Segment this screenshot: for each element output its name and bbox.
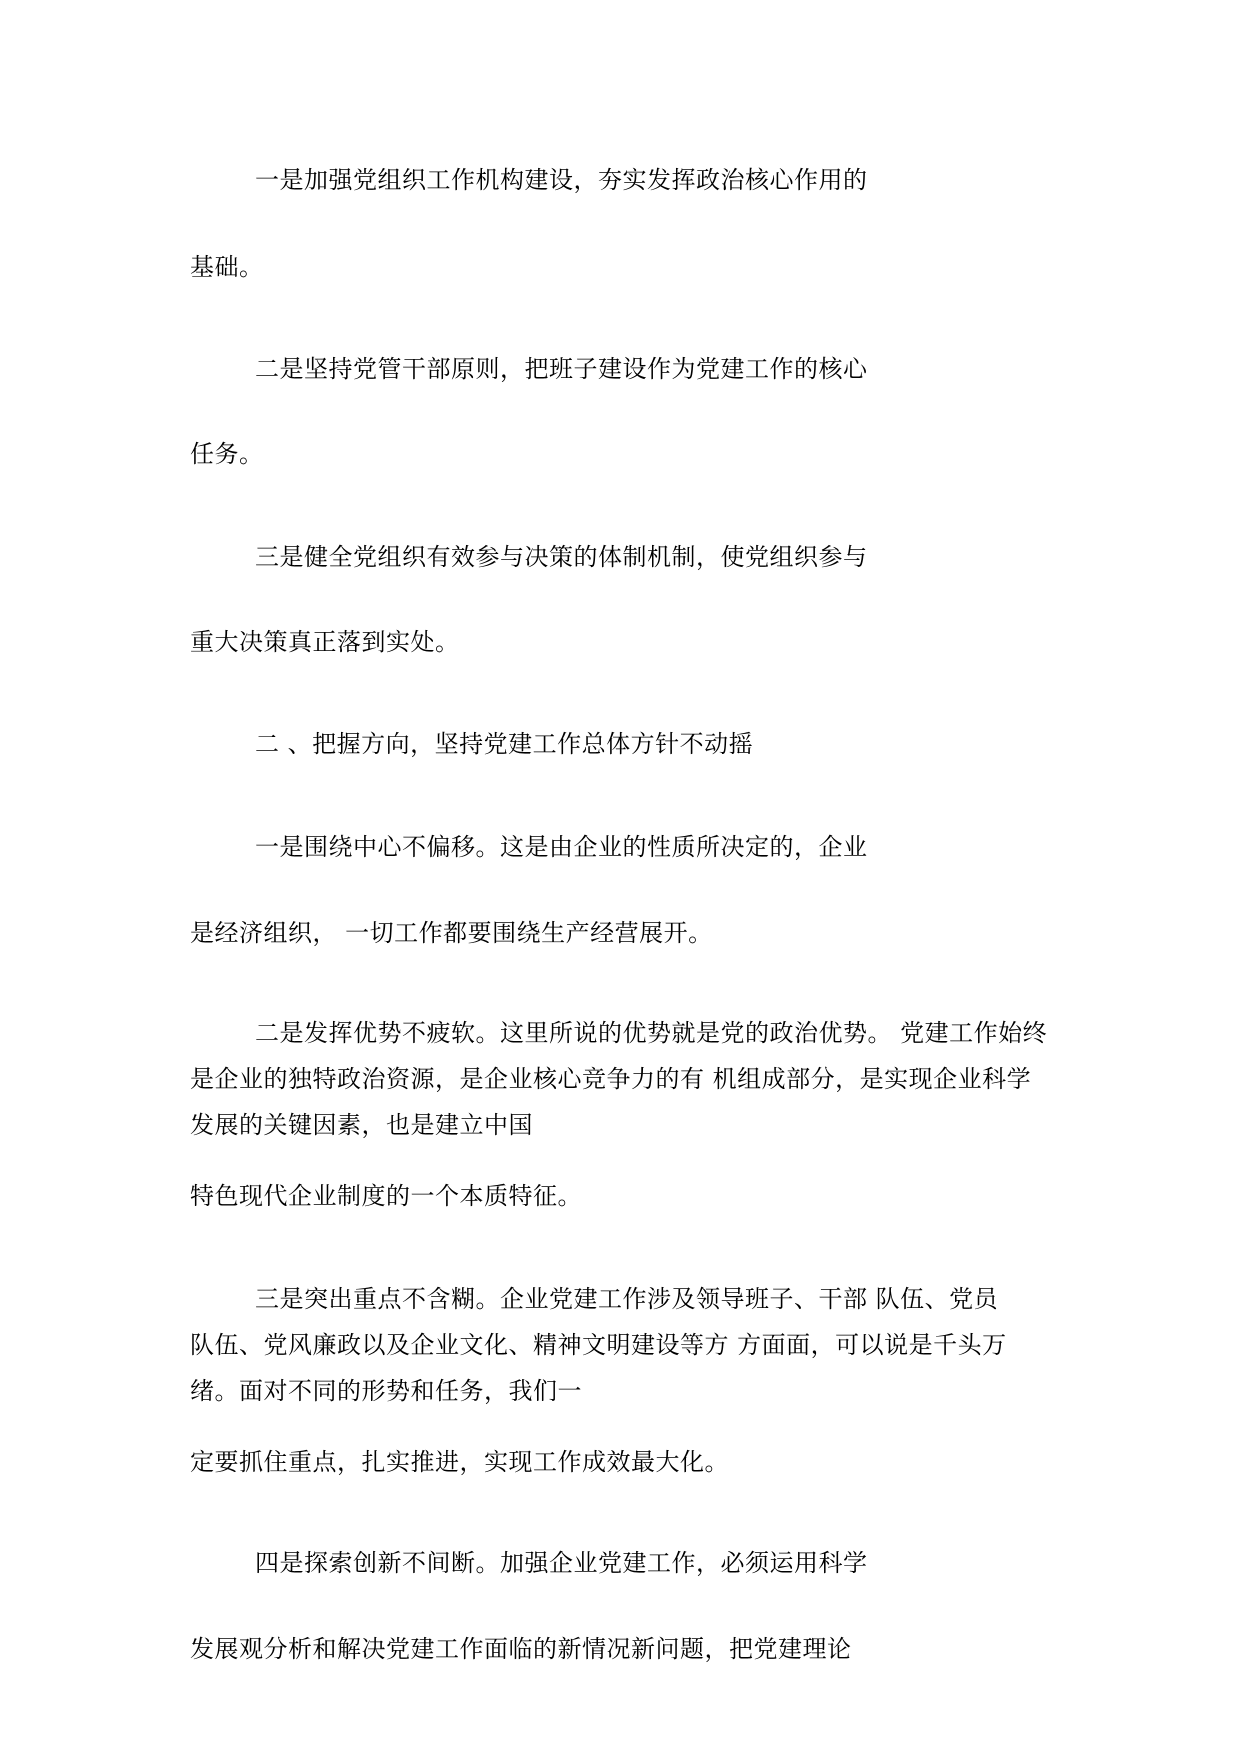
section-heading: 二 、把握方向，坚持党建工作总体方针不动摇 xyxy=(255,730,754,758)
paragraph-line: 任务。 xyxy=(190,440,264,468)
paragraph-line: 特色现代企业制度的一个本质特征。 xyxy=(190,1182,582,1210)
paragraph-line: 是经济组织， 一切工作都要围绕生产经营展开。 xyxy=(190,919,713,947)
paragraph-line: 发展观分析和解决党建工作面临的新情况新问题，把党建理论 xyxy=(190,1635,852,1663)
paragraph-line: 一是围绕中心不偏移。这是由企业的性质所决定的，企业 xyxy=(255,833,868,861)
paragraph-line: 队伍、党风廉政以及企业文化、精神文明建设等方 方面面，可以说是千头万 xyxy=(190,1331,1007,1359)
paragraph-line: 四是探索创新不间断。加强企业党建工作，必须运用科学 xyxy=(255,1549,868,1577)
paragraph-line: 是企业的独特政治资源，是企业核心竞争力的有 机组成部分，是实现企业科学 xyxy=(190,1065,1032,1093)
paragraph-line: 绪。面对不同的形势和任务，我们一 xyxy=(190,1377,582,1405)
paragraph-line: 二是发挥优势不疲软。这里所说的优势就是党的政治优势。 党建工作始终 xyxy=(255,1019,1048,1047)
paragraph-line: 重大决策真正落到实处。 xyxy=(190,628,460,656)
paragraph-line: 二是坚持党管干部原则，把班子建设作为党建工作的核心 xyxy=(255,355,868,383)
paragraph-line: 发展的关键因素，也是建立中国 xyxy=(190,1111,533,1139)
paragraph-line: 三是突出重点不含糊。企业党建工作涉及领导班子、干部 队伍、党员 xyxy=(255,1285,999,1313)
paragraph-line: 三是健全党组织有效参与决策的体制机制，使党组织参与 xyxy=(255,543,868,571)
paragraph-line: 定要抓住重点，扎实推进，实现工作成效最大化。 xyxy=(190,1448,729,1476)
paragraph-line: 一是加强党组织工作机构建设，夯实发挥政治核心作用的 xyxy=(255,166,868,194)
paragraph-line: 基础。 xyxy=(190,253,264,281)
